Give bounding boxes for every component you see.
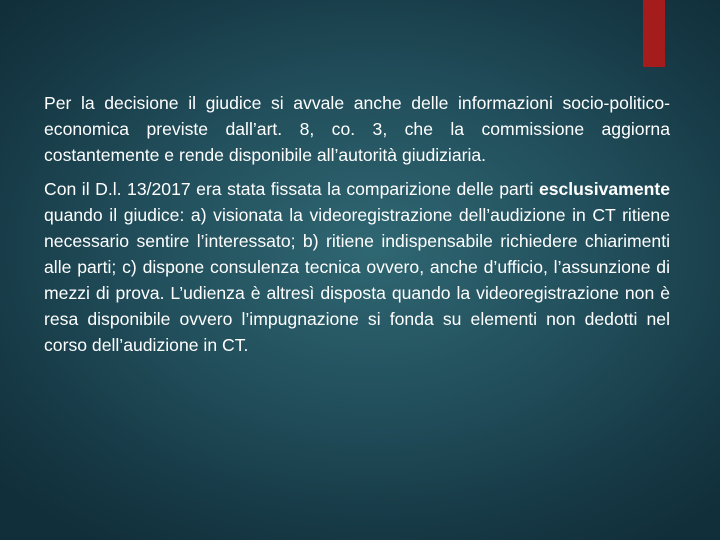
paragraph-text: quando il giudice: a) visionata la videoregistrazione dell’audizione in CT ritiene necessario sentire l’interessato; b) ritiene indispensabile richiedere chiarimenti alle parti; c) dispone consulenza tecnica ovvero, anche d’ufficio, l’assunzione di mezzi di prova. L’udienza è altresì disposta quando la videoregistrazione non è resa disponibile ovvero l’impugnazione si fonda su elementi non dedotti nel corso dell’audizione in CT. <box>44 205 670 355</box>
red-accent-bar <box>643 0 665 67</box>
paragraph-text: Per la decisione il giudice si avvale anche delle informazioni socio-politico-economica previste dall’art. 8, co. 3, che la commissione aggiorna costantemente e rende disponibile all’autorità giudiziaria. <box>44 93 670 165</box>
paragraph-comparizione <box>44 176 670 358</box>
paragraph-informazioni <box>44 90 670 168</box>
emphasis-esclusivamente: esclusivamente <box>538 179 670 199</box>
paragraph-text: Con il D.l. 13/2017 era stata fissata la comparizione delle parti <box>44 179 539 199</box>
slide-body <box>44 90 670 358</box>
